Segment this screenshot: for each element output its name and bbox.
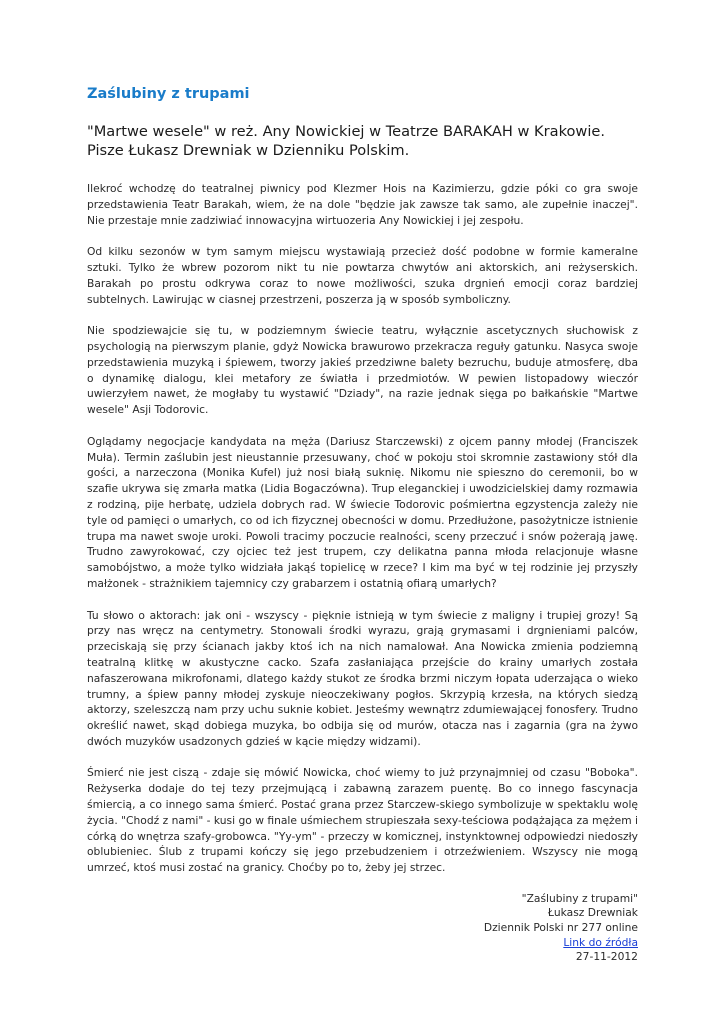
- signature-source: Dziennik Polski nr 277 online: [483, 921, 638, 935]
- document-page: [87, 84, 638, 965]
- article-paragraph: Nie spodziewajcie się tu, w podziemnym świecie teatru, wyłącznie ascetycznych słuchowisk z psychologią na pierwszym planie, gdyż Nowicka brawurowo przekracza reguły gatunku. Nasyca swoje przedstawienia muzyką i śpiewem, tworzy jakieś przedziwne balety bezruchu, buduje atmosferę, dba o dynamikę dialogu, klei metafory ze światła i przedmiotów. W pewien listopadowy wieczór uwierzyłem nawet, że mogłaby tu wystawić "Dziady", na razie jednak sięga po bałkańskie "Martwe wesele" Asji Todorovic.: [87, 324, 638, 417]
- article-signature: [87, 892, 638, 965]
- source-link[interactable]: Link do źródła: [563, 935, 638, 949]
- article-paragraph: Tu słowo o aktorach: jak oni - wszyscy - pięknie istnieją w tym świecie z maligny i trupiej grozy! Są przy nas wręcz na centymetry. Stonowali środki wyrazu, grają grymasami i drgnieniami palców, przeciskają się przy ścianach jakby ktoś ich na nich namalował. Ana Nowicka zmienia podziemną teatralną klitkę w akustyczne cacko. Szafa zasłaniająca przejście do krainy umarłych została nafaszerowana mikrofonami, dlatego każdy stukot ze środka brzmi niczym łopata uderzająca o wieko trumny, a śpiew panny młodej zyskuje nieoczekiwany pogłos. Skrzypią krzesła, na których siedzą aktorzy, szeleszczą nam przy uchu suknie kobiet. Jesteśmy wewnątrz zdumiewającej fonosfery. Trudno określić nawet, skąd dobiega muzyka, bo odbija się od murów, otacza nas i zagarnia (gra na żywo dwóch muzyków usadzonych gdzieś w kącie między widzami).: [87, 608, 638, 748]
- article-paragraph: Oglądamy negocjacje kandydata na męża (Dariusz Starczewski) z ojcem panny młodej (Franciszek Muła). Termin zaślubin jest nieustannie przesuwany, choć w pokoju stoi skromnie zastawiony stół dla gości, a narzeczona (Monika Kufel) już nosi białą suknię. Nikomu nie spieszno do ceremonii, bo w szafie ukrywa się zmarła matka (Lidia Bogaczówna). Trup eleganckiej i uwodzicielskiej damy rozmawia z rodziną, pije herbatę, udziela dobrych rad. W świecie Todorovic pośmiertna egzystencja zależy nie tyle od pamięci o umarłych, co od ich fizycznej obecności w domu. Przedłużone, pasożytnicze istnienie trupa ma nawet swoje uroki. Powoli tracimy poczucie realności, sceny przeczuć i snów pożerają jawę. Trudno zawyrokować, czy ojciec też jest trupem, czy delikatna panna młoda relacjonuje własne samobójstwo, a może tylko widziała jakąś topielicę w rzece? I kim ma być w tej rodzinie jej przyszły małżonek - strażnikiem tajemnicy czy grabarzem i ostatnią ofiarą umarłych?: [87, 434, 638, 590]
- signature-title: "Zaślubiny z trupami": [521, 891, 638, 905]
- article-body: [87, 181, 638, 876]
- article-paragraph: Ilekroć wchodzę do teatralnej piwnicy pod Klezmer Hois na Kazimierzu, gdzie póki co gra swoje przedstawienia Teatr Barakah, wiem, że na dole "będzie jak zawsze tak samo, ale zupełnie inaczej". Nie przestaje mnie zadziwiać innowacyjna wirtuozeria Any Nowickiej i jej zespołu.: [87, 182, 638, 227]
- article-subtitle: "Martwe wesele" w reż. Any Nowickiej w Teatrze BARAKAH w Krakowie. Pisze Łukasz Drewniak w Dzienniku Polskim.: [87, 123, 606, 159]
- signature-author: Łukasz Drewniak: [547, 906, 638, 920]
- article-paragraph: Od kilku sezonów w tym samym miejscu wystawiają przecież dość podobne w formie kameralne sztuki. Tylko że wbrew pozorom nikt tu nie powtarza chwytów ani aktorskich, ani reżyserskich. Barakah po prostu odkrywa coraz to nowe możliwości, szuka drgnień emocji coraz bardziej subtelnych. Lawirując w ciasnej przestrzeni, poszerza ją w sposób symboliczny.: [87, 245, 638, 306]
- signature-date: 27-11-2012: [575, 950, 638, 964]
- article-paragraph: Śmierć nie jest ciszą - zdaje się mówić Nowicka, choć wiemy to już przynajmniej od czasu "Boboka". Reżyserka dodaje do tej tezy przejmującą i zabawną zarazem puentę. Bo co innego fascynacja śmiercią, a co innego sama śmierć. Postać grana przez Starczew-skiego symbolizuje w spektaklu wolę życia. "Chodź z nami" - kusi go w finale uśmiechem strupieszała sexy-teściowa podążająca za mężem i córką do wnętrza szafy-grobowca. "Yy-ym" - przeczy w komicznej, instynktownej odpowiedzi niedoszły oblubieniec. Ślub z trupami kończy się jego przebudzeniem i otrzeźwieniem. Wszyscy nie mogą umrzeć, ktoś musi zostać na granicy. Choćby po to, żeby jej strzec.: [87, 766, 638, 875]
- article-title: Zaślubiny z trupami: [87, 86, 250, 102]
